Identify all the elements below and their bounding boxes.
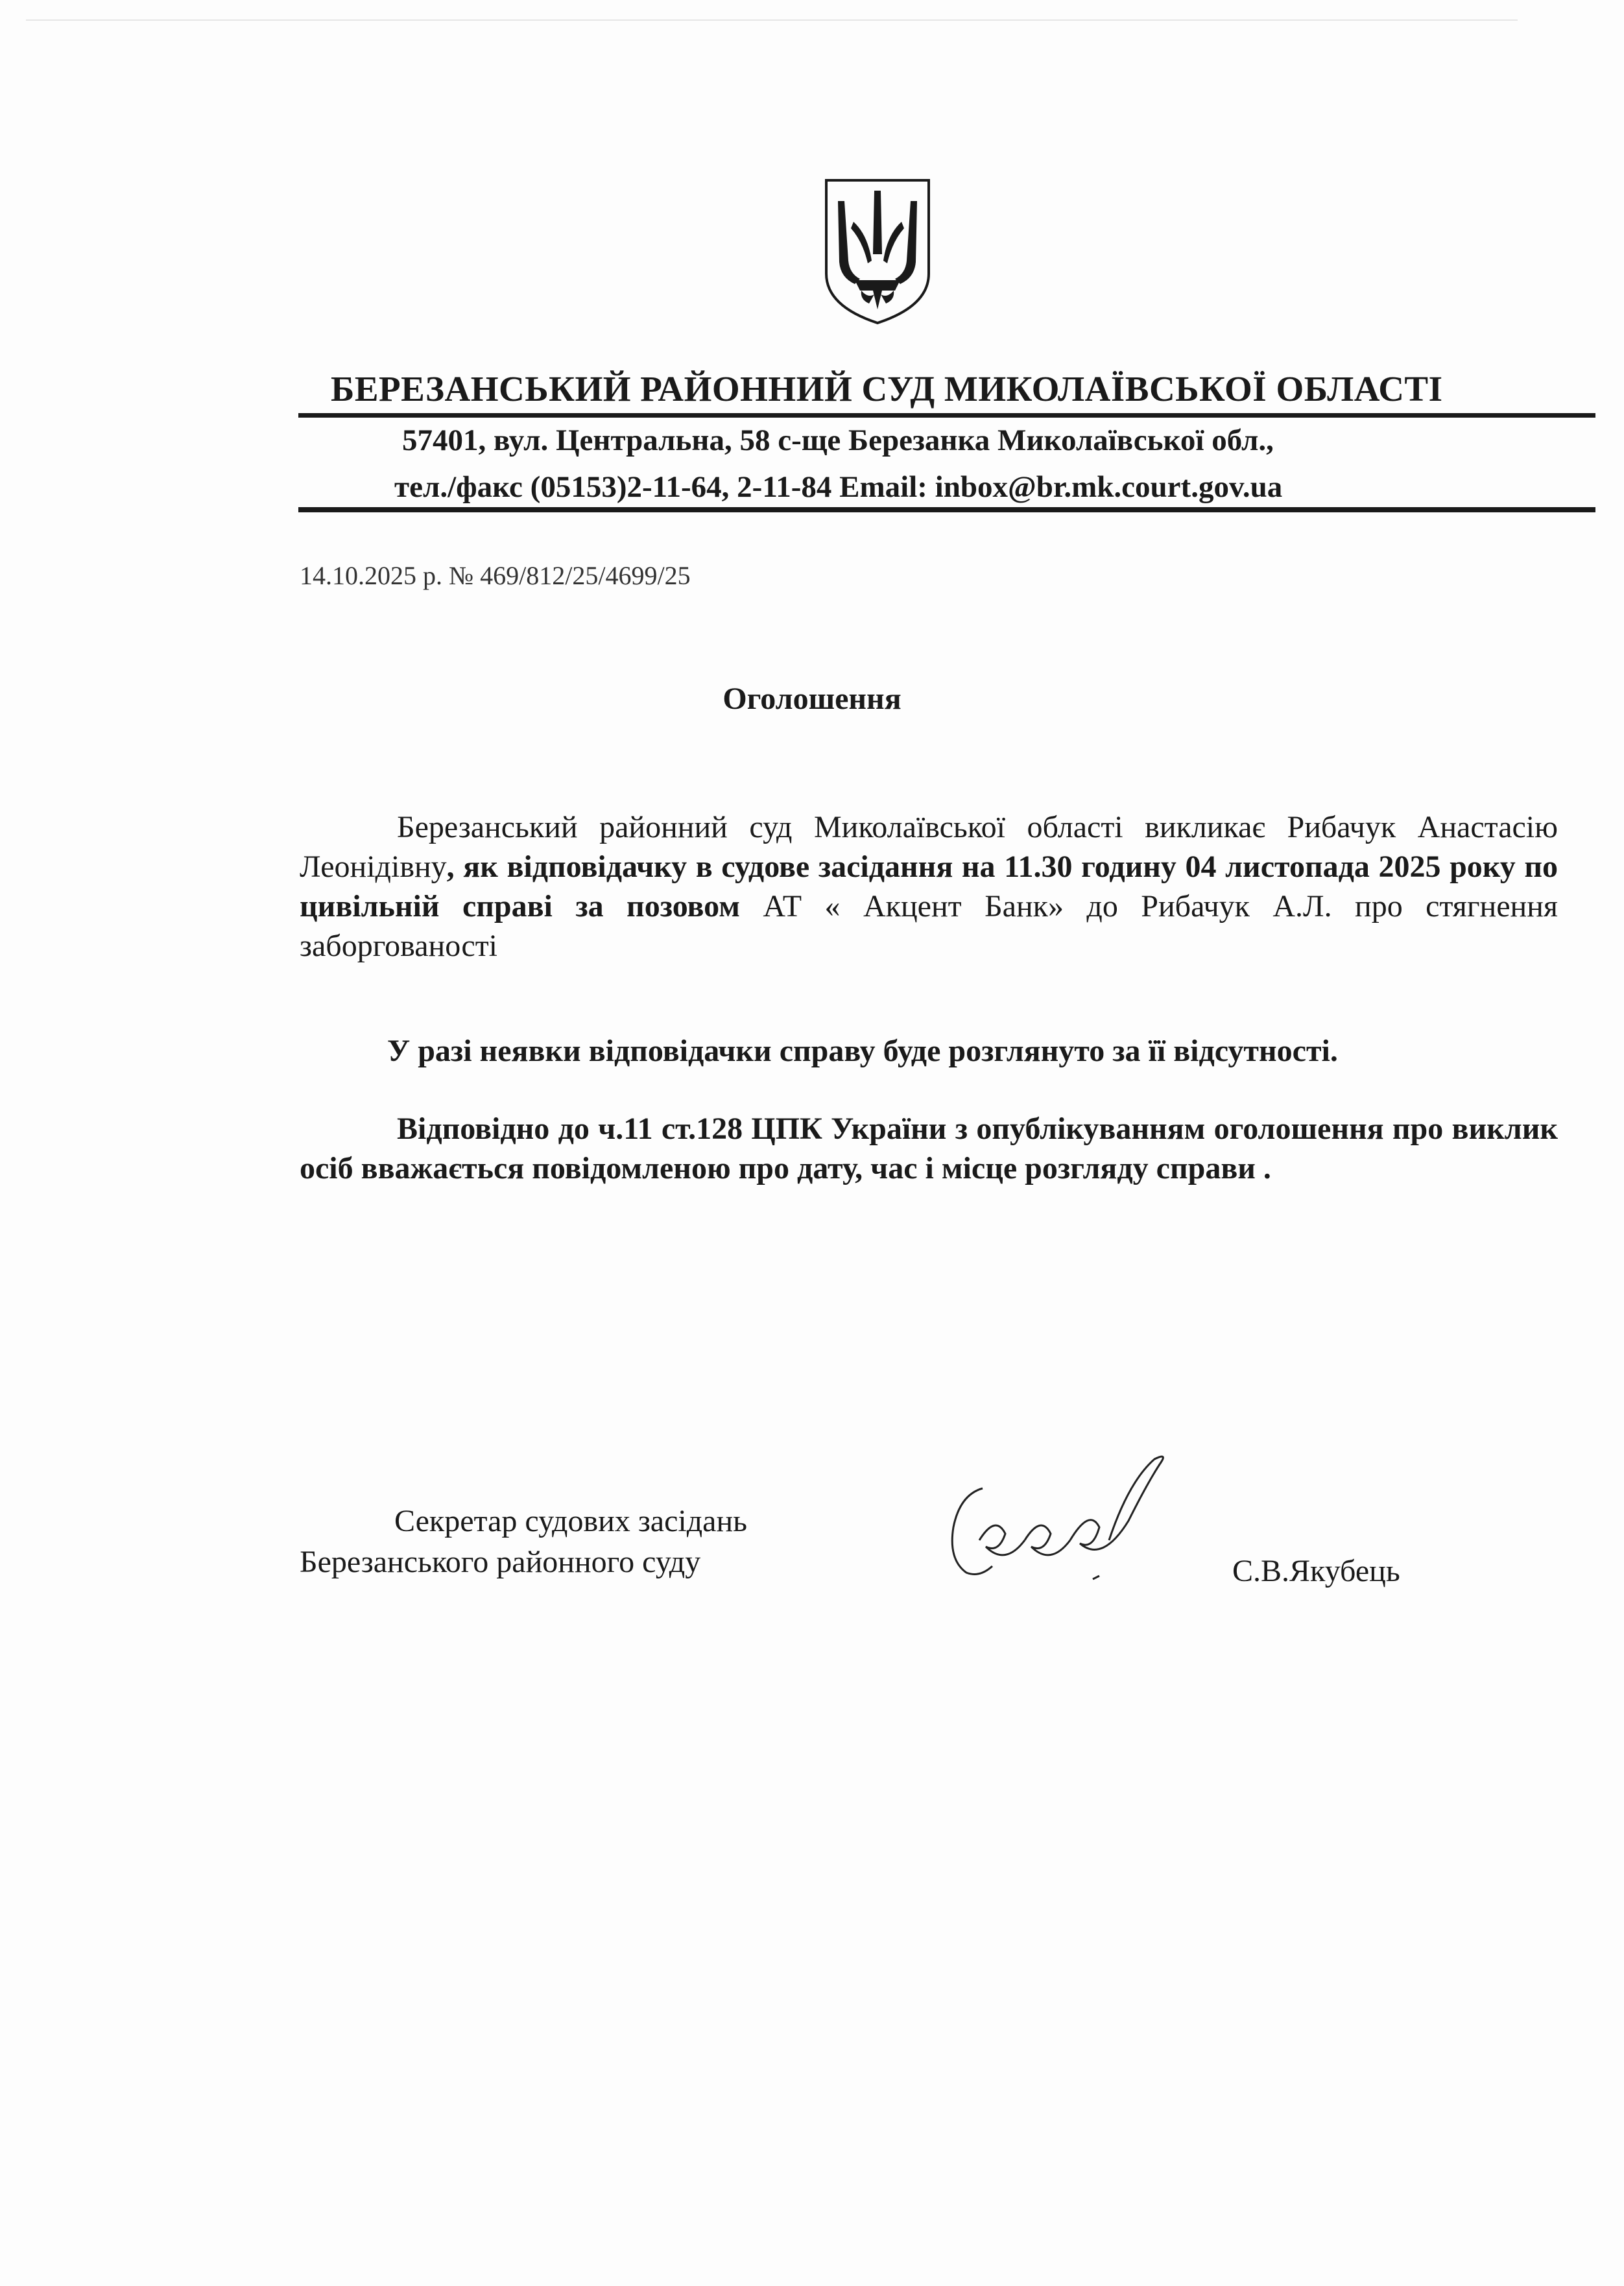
letterhead-rule-bottom (298, 507, 1595, 512)
handwritten-signature (934, 1443, 1180, 1592)
signatory-title-line-2: Березанського районного суду (300, 1545, 701, 1579)
paragraph-1-text-a: Березанський районний суд Миколаївської області викликає Рибачук Анастасію Леонідівну (300, 810, 1558, 884)
paragraph-1-text-c: АТ « Акцент Банк» до Рибачук А.Л. про стягнення заборгованості (300, 889, 1558, 963)
announcement-paragraph-3: Відповідно до ч.11 ст.128 ЦПК України з опублікуванням оголошення про виклик осіб вважається повідомленою про дату, час і місце розгляду справи . (300, 1112, 1558, 1185)
address-line-2: тел./факс (05153)2-11-64, 2-11-84 Email: inbox@br.mk.court.gov.ua (394, 470, 1283, 504)
signatory-name: С.В.Якубець (1232, 1554, 1400, 1588)
scan-edge-line (26, 19, 1518, 21)
signatory-title-line-1: Секретар судових засідань (394, 1504, 748, 1538)
announcement-title: Оголошення (722, 682, 902, 716)
reference-number: 14.10.2025 р. № 469/812/25/4699/25 (300, 561, 691, 590)
court-name: БЕРЕЗАНСЬКИЙ РАЙОННИЙ СУД МИКОЛАЇВСЬКОЇ ОБЛАСТІ (331, 369, 1443, 409)
announcement-paragraph-2: У разі неявки відповідачки справу буде розглянуто за її відсутності. (387, 1034, 1338, 1068)
letterhead-rule-top (298, 413, 1595, 418)
coat-of-arms-icon (822, 176, 933, 327)
paragraph-1-text-b: , як відповідачку в судове засідання на 11.30 годину 04 листопада 2025 року по цивільній справі за позовом (300, 850, 1558, 923)
address-line-1: 57401, вул. Центральна, 58 с-ще Березанка Миколаївської обл., (402, 423, 1274, 457)
announcement-paragraph-1 (300, 807, 1558, 966)
